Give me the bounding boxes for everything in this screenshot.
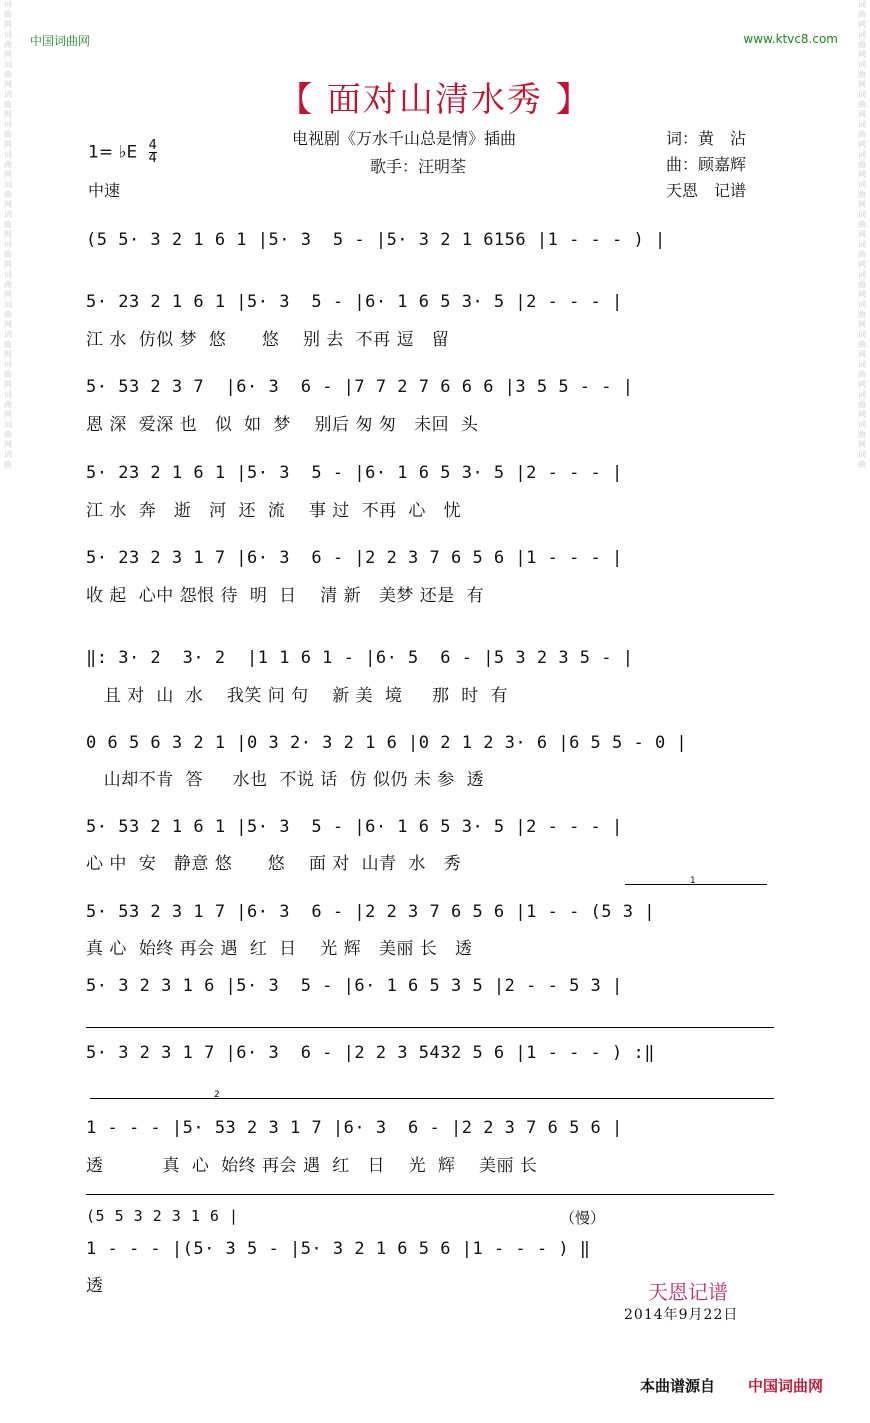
- watermark-glyph: 网: [4, 320, 12, 329]
- watermark-glyph: 网: [858, 320, 866, 329]
- score-row-6-notes: ‖: 3· 2 3· 2 |1 1 6 1 - |6· 5 6 - |5 3 2 3 5 - |: [86, 648, 634, 668]
- watermark-glyph: 曲: [858, 460, 866, 469]
- watermark-glyph: 词: [858, 390, 866, 399]
- watermark-glyph: 网: [858, 20, 866, 29]
- watermark-glyph: 词: [858, 0, 866, 9]
- score-row-10-notes: 5· 3 2 3 1 6 |5· 3 5 - |6· 1 6 5 3 5 |2 - - 5 3 |: [86, 976, 623, 996]
- watermark-glyph: 网: [4, 50, 12, 59]
- watermark-glyph: 曲: [4, 130, 12, 139]
- watermark-glyph: 曲: [858, 250, 866, 259]
- score-row-4-notes: 5· 23 2 1 6 1 |5· 3 5 - |6· 1 6 5 3· 5 |2 - - - |: [86, 463, 623, 483]
- score-row-5-notes: 5· 23 2 3 1 7 |6· 3 6 - |2 2 3 7 6 5 6 |1 - - - |: [86, 548, 623, 568]
- watermark-glyph: 网: [4, 170, 12, 179]
- watermark-glyph: 曲: [858, 340, 866, 349]
- watermark-glyph: 曲: [4, 190, 12, 199]
- watermark-glyph: 曲: [4, 340, 12, 349]
- watermark-glyph: 曲: [858, 220, 866, 229]
- watermark-glyph: 曲: [858, 310, 866, 319]
- composer: 曲：顾嘉辉: [666, 155, 747, 174]
- watermark-glyph: 曲: [4, 310, 12, 319]
- score-row-14-lyric: 透: [86, 1276, 104, 1296]
- watermark-glyph: 词: [4, 210, 12, 219]
- watermark-glyph: 曲: [4, 430, 12, 439]
- score-row-13-notes: (5 5 3 2 3 1 6 |: [86, 1207, 239, 1225]
- score-row-8-lyric: 心 中 安 静意 悠 悠 面 对 山青 水 秀: [86, 854, 462, 874]
- score-row-6-lyric: 且 对 山 水 我笑 问 句 新 美 境 那 时 有: [86, 686, 509, 706]
- watermark-glyph: 曲: [858, 190, 866, 199]
- watermark-glyph: 网: [4, 350, 12, 359]
- score-row-1-notes: (5 5· 3 2 1 6 1 |5· 3 5 - |5· 3 2 1 6156 |1 - - - ) |: [86, 230, 666, 250]
- volta-2-bracket: [90, 1098, 774, 1099]
- watermark-glyph: 词: [4, 270, 12, 279]
- watermark-glyph: 曲: [858, 10, 866, 19]
- subtitle: 电视剧《万水千山总是情》插曲: [292, 129, 517, 148]
- watermark-glyph: 曲: [858, 160, 866, 169]
- watermark-glyph: 词: [4, 0, 12, 9]
- watermark-glyph: 曲: [858, 70, 866, 79]
- song-title: 【 面对山清水秀 】: [278, 80, 592, 120]
- transcriber: 天恩 记谱: [666, 181, 747, 200]
- footer-site-link[interactable]: 中国词曲网: [748, 1377, 824, 1395]
- lyricist: 词：黄 沾: [666, 129, 747, 148]
- watermark-glyph: 曲: [4, 40, 12, 49]
- watermark-glyph: 词: [4, 150, 12, 159]
- watermark-glyph: 网: [4, 380, 12, 389]
- score-row-9-notes: 5· 53 2 3 1 7 |6· 3 6 - |2 2 3 7 6 5 6 |1 - - (5 3 |: [86, 902, 655, 922]
- watermark-glyph: 词: [858, 330, 866, 339]
- right-watermark-strip: [854, 0, 870, 1423]
- watermark-glyph: 网: [858, 170, 866, 179]
- transcription-date: 2014年9月22日: [624, 1307, 739, 1323]
- time-signature: [149, 140, 157, 165]
- watermark-glyph: 网: [4, 140, 12, 149]
- watermark-glyph: 词: [4, 390, 12, 399]
- watermark-glyph: 词: [858, 30, 866, 39]
- watermark-glyph: 词: [858, 60, 866, 69]
- time-denominator: 4: [148, 151, 157, 166]
- watermark-glyph: 词: [4, 420, 12, 429]
- watermark-glyph: 词: [858, 150, 866, 159]
- watermark-glyph: 网: [858, 80, 866, 89]
- watermark-glyph: 词: [858, 210, 866, 219]
- watermark-glyph: 曲: [4, 160, 12, 169]
- watermark-glyph: 曲: [4, 10, 12, 19]
- watermark-glyph: 词: [858, 90, 866, 99]
- left-watermark-strip: [0, 0, 16, 1423]
- score-row-14-notes: 1 - - - |(5· 3 5 - |5· 3 2 1 6 5 6 |1 - - - ) ‖: [86, 1239, 591, 1259]
- watermark-glyph: 网: [4, 110, 12, 119]
- section-divider-2: [86, 1194, 774, 1195]
- site-name-top-left[interactable]: 中国词曲网: [30, 34, 91, 48]
- watermark-glyph: 词: [4, 330, 12, 339]
- watermark-glyph: 词: [4, 180, 12, 189]
- watermark-glyph: 网: [858, 440, 866, 449]
- watermark-glyph: 曲: [4, 400, 12, 409]
- watermark-glyph: 网: [858, 290, 866, 299]
- watermark-glyph: 网: [858, 50, 866, 59]
- watermark-glyph: 曲: [858, 370, 866, 379]
- watermark-glyph: 词: [4, 120, 12, 129]
- watermark-glyph: 网: [858, 230, 866, 239]
- watermark-glyph: 网: [858, 260, 866, 269]
- watermark-glyph: 网: [4, 290, 12, 299]
- slow-mark: （慢）: [560, 1209, 606, 1227]
- score-row-3-notes: 5· 53 2 3 7 |6· 3 6 - |7 7 2 7 6 6 6 |3 5 5 - - |: [86, 377, 634, 397]
- watermark-glyph: 曲: [4, 220, 12, 229]
- watermark-glyph: 词: [4, 450, 12, 459]
- watermark-glyph: 网: [858, 110, 866, 119]
- watermark-glyph: 词: [858, 270, 866, 279]
- watermark-glyph: 词: [858, 450, 866, 459]
- watermark-glyph: 网: [4, 440, 12, 449]
- watermark-glyph: 曲: [858, 100, 866, 109]
- watermark-glyph: 网: [4, 20, 12, 29]
- score-row-12-notes: 1 - - - |5· 53 2 3 1 7 |6· 3 6 - |2 2 3 7 6 5 6 |: [86, 1118, 623, 1138]
- watermark-glyph: 曲: [4, 100, 12, 109]
- watermark-glyph: 网: [4, 80, 12, 89]
- score-row-11-notes: 5· 3 2 3 1 7 |6· 3 6 - |2 2 3 5432 5 6 |1 - - - ) :‖: [86, 1043, 655, 1063]
- watermark-glyph: 曲: [858, 400, 866, 409]
- watermark-glyph: 词: [4, 300, 12, 309]
- watermark-glyph: 网: [4, 410, 12, 419]
- score-row-8-notes: 5· 53 2 1 6 1 |5· 3 5 - |6· 1 6 5 3· 5 |2 - - - |: [86, 817, 623, 837]
- watermark-glyph: 曲: [4, 280, 12, 289]
- watermark-glyph: 词: [858, 180, 866, 189]
- watermark-glyph: 词: [858, 360, 866, 369]
- score-row-4-lyric: 江 水 奔 逝 河 还 流 事 过 不再 心 忧: [86, 501, 462, 521]
- watermark-glyph: 网: [858, 380, 866, 389]
- score-row-12-lyric: 透 真 心 始终 再会 遇 红 日 光 辉 美丽 长: [86, 1156, 538, 1176]
- watermark-glyph: 网: [858, 410, 866, 419]
- watermark-glyph: 词: [4, 240, 12, 249]
- transcriber-signature: 天恩记谱: [648, 1280, 728, 1304]
- watermark-glyph: 曲: [4, 70, 12, 79]
- watermark-glyph: 曲: [858, 40, 866, 49]
- watermark-glyph: 词: [858, 300, 866, 309]
- watermark-glyph: 曲: [858, 430, 866, 439]
- watermark-glyph: 曲: [858, 280, 866, 289]
- watermark-glyph: 曲: [4, 460, 12, 469]
- watermark-glyph: 词: [4, 360, 12, 369]
- score-row-2-lyric: 江 水 仿似 梦 悠 悠 别 去 不再 逗 留: [86, 330, 450, 350]
- watermark-glyph: 网: [4, 200, 12, 209]
- watermark-glyph: 网: [858, 200, 866, 209]
- watermark-glyph: 词: [4, 60, 12, 69]
- watermark-glyph: 词: [858, 120, 866, 129]
- tempo-marking: 中速: [88, 181, 121, 200]
- key-signature: [88, 140, 157, 165]
- volta-1-bracket: [625, 884, 767, 885]
- watermark-glyph: 网: [4, 260, 12, 269]
- score-row-2-notes: 5· 23 2 1 6 1 |5· 3 5 - |6· 1 6 5 3· 5 |2 - - - |: [86, 292, 623, 312]
- footer-source-label: 本曲谱源自: [640, 1377, 716, 1395]
- score-row-9-lyric: 真 心 始终 再会 遇 红 日 光 辉 美丽 长 透: [86, 939, 473, 959]
- watermark-glyph: 词: [858, 240, 866, 249]
- score-row-5-lyric: 收 起 心中 怨恨 待 明 日 清 新 美梦 还是 有: [86, 586, 485, 606]
- score-row-3-lyric: 恩 深 爱深 也 似 如 梦 别后 匆 匆 未回 头: [86, 415, 479, 435]
- watermark-glyph: 曲: [4, 370, 12, 379]
- volta-2-label: 2: [214, 1090, 220, 1100]
- site-url-top-right[interactable]: www.ktvc8.com: [743, 32, 838, 46]
- volta-1-label: 1: [690, 876, 696, 886]
- watermark-glyph: 网: [858, 140, 866, 149]
- watermark-glyph: 网: [4, 230, 12, 239]
- time-numerator: 4: [148, 138, 157, 153]
- watermark-glyph: 词: [858, 420, 866, 429]
- score-row-7-lyric: 山却不肯 答 水也 不说 话 仿 似仍 未 参 透: [86, 770, 485, 790]
- watermark-glyph: 词: [4, 30, 12, 39]
- watermark-glyph: 网: [858, 350, 866, 359]
- watermark-glyph: 词: [4, 90, 12, 99]
- watermark-glyph: 曲: [858, 130, 866, 139]
- singer: 歌手：汪明荃: [370, 157, 467, 176]
- watermark-glyph: 曲: [4, 250, 12, 259]
- score-row-7-notes: 0 6 5 6 3 2 1 |0 3 2· 3 2 1 6 |0 2 1 2 3· 6 |6 5 5 - 0 |: [86, 733, 688, 753]
- key-label: 1= ♭E: [88, 142, 138, 163]
- section-divider-1: [86, 1027, 774, 1028]
